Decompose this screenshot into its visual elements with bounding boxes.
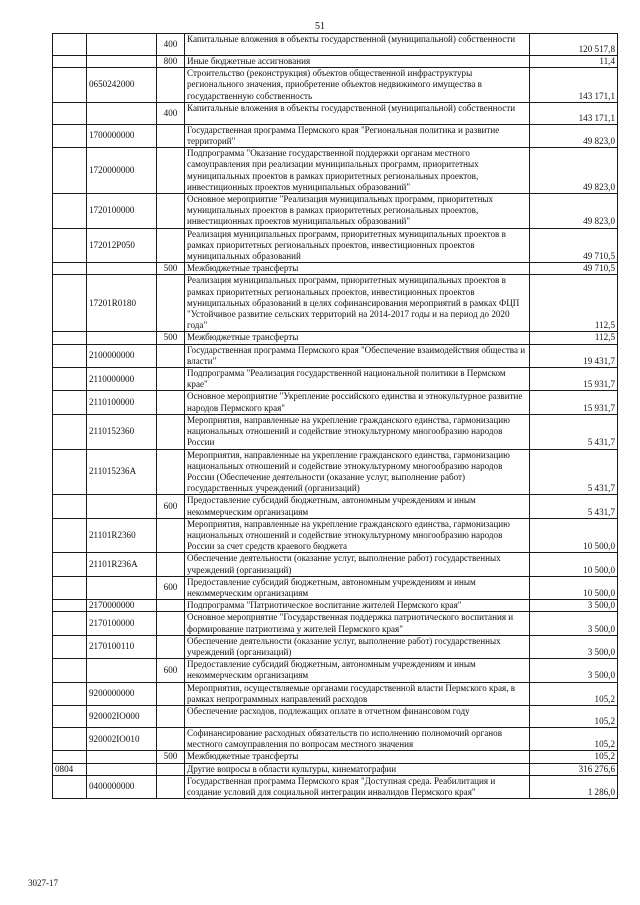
amount-cell: 105,2 bbox=[530, 705, 618, 727]
item-name-cell: Обеспечение деятельности (оказание услуг, выполнение работ) государственных учреждений (организаций) bbox=[185, 635, 530, 658]
amount-cell: 5 431,7 bbox=[530, 414, 618, 449]
item-name-cell: Мероприятия, направленные на укрепление гражданского единства, гармонизацию национальных отношений и содействие этнокультурному многообразию народов России за счет средств краевого бюджета bbox=[185, 518, 530, 553]
item-name-cell: Государственная программа Пермского края "Обеспечение взаимодействия общества и власти" bbox=[185, 344, 530, 367]
table-row bbox=[53, 495, 618, 518]
expense-type-cell: 800 bbox=[157, 56, 185, 68]
item-name-cell: Мероприятия, направленные на укрепление гражданского единства, гармонизацию национальных отношений и содействие этнокультурному многообразию народов России bbox=[185, 414, 530, 449]
section-cell bbox=[53, 263, 87, 275]
amount-cell: 19 431,7 bbox=[530, 344, 618, 367]
table-row bbox=[53, 751, 618, 763]
section-cell bbox=[53, 124, 87, 147]
expense-type-cell bbox=[157, 194, 185, 229]
section-cell bbox=[53, 275, 87, 332]
item-name-cell: Государственная программа Пермского края "Доступная среда. Реабилитация и создание условий для социальной интеграции инвалидов Пермского края" bbox=[185, 775, 530, 798]
amount-cell: 143 171,1 bbox=[530, 102, 618, 124]
target-code-cell: 1700000000 bbox=[87, 124, 157, 147]
expense-type-cell bbox=[157, 68, 185, 103]
expense-type-cell bbox=[157, 600, 185, 612]
expense-type-cell bbox=[157, 553, 185, 576]
item-name-cell: Предоставление субсидий бюджетным, автономным учреждениям и иным некоммерческим организациям bbox=[185, 659, 530, 682]
item-name-cell: Капитальные вложения в объекты государственной (муниципальной) собственности bbox=[185, 34, 530, 56]
item-name-cell: Мероприятия, направленные на укрепление гражданского единства, гармонизацию национальных отношений и содействие этнокультурному многообразию народов России (Обеспечение деятельности (оказание услуг, выполнение работ) государственных учреждений (организаций) bbox=[185, 449, 530, 495]
target-code-cell: 1720100000 bbox=[87, 194, 157, 229]
section-cell bbox=[53, 775, 87, 798]
table-row bbox=[53, 194, 618, 229]
section-cell bbox=[53, 705, 87, 727]
expense-type-cell: 400 bbox=[157, 34, 185, 56]
item-name-cell: Обеспечение деятельности (оказание услуг, выполнение работ) государственных учреждений (организаций) bbox=[185, 553, 530, 576]
section-cell bbox=[53, 102, 87, 124]
table-row bbox=[53, 449, 618, 495]
table-row bbox=[53, 682, 618, 705]
table-row bbox=[53, 576, 618, 599]
footer-code: 3027-17 bbox=[28, 878, 58, 888]
item-name-cell: Строительство (реконструкция) объектов общественной инфраструктуры регионального значения, приобретение объектов недвижимого имущества в государственную собственность bbox=[185, 68, 530, 103]
section-cell bbox=[53, 518, 87, 553]
page-number: 51 bbox=[315, 21, 325, 32]
item-name-cell: Межбюджетные трансферты bbox=[185, 751, 530, 763]
section-cell bbox=[53, 391, 87, 414]
section-cell bbox=[53, 228, 87, 263]
amount-cell: 3 500,0 bbox=[530, 612, 618, 635]
target-code-cell: 9200000000 bbox=[87, 682, 157, 705]
expense-type-cell bbox=[157, 414, 185, 449]
amount-cell: 15 931,7 bbox=[530, 368, 618, 391]
section-cell bbox=[53, 751, 87, 763]
expense-type-cell bbox=[157, 449, 185, 495]
table-row bbox=[53, 391, 618, 414]
target-code-cell: 2110152360 bbox=[87, 414, 157, 449]
item-name-cell: Подпрограмма "Оказание государственной поддержки органам местного самоуправления при реализации муниципальных программ, приоритетных муниципальных проектов в рамках приоритетных региональных проектов, инвестиционных проектов муниципальных образований" bbox=[185, 148, 530, 194]
item-name-cell: Предоставление субсидий бюджетным, автономным учреждениям и иным некоммерческим организациям bbox=[185, 576, 530, 599]
amount-cell: 49 710,5 bbox=[530, 228, 618, 263]
expense-type-cell bbox=[157, 148, 185, 194]
target-code-cell bbox=[87, 263, 157, 275]
expense-type-cell bbox=[157, 763, 185, 775]
target-code-cell bbox=[87, 56, 157, 68]
expense-type-cell bbox=[157, 518, 185, 553]
section-cell bbox=[53, 553, 87, 576]
amount-cell: 143 171,1 bbox=[530, 68, 618, 103]
amount-cell: 112,5 bbox=[530, 275, 618, 332]
table-body bbox=[53, 34, 618, 799]
expense-type-cell: 600 bbox=[157, 659, 185, 682]
expense-type-cell: 500 bbox=[157, 751, 185, 763]
item-name-cell: Межбюджетные трансферты bbox=[185, 263, 530, 275]
item-name-cell: Обеспечение расходов, подлежащих оплате в отчетном финансовом году bbox=[185, 705, 530, 727]
section-cell bbox=[53, 449, 87, 495]
expense-type-cell bbox=[157, 344, 185, 367]
section-cell bbox=[53, 148, 87, 194]
target-code-cell: 21101R2360 bbox=[87, 518, 157, 553]
amount-cell: 5 431,7 bbox=[530, 495, 618, 518]
item-name-cell: Межбюджетные трансферты bbox=[185, 332, 530, 344]
target-code-cell bbox=[87, 495, 157, 518]
target-code-cell: 920002IO010 bbox=[87, 727, 157, 750]
amount-cell: 105,2 bbox=[530, 727, 618, 750]
target-code-cell: 0650242000 bbox=[87, 68, 157, 103]
target-code-cell: 211015236А bbox=[87, 449, 157, 495]
target-code-cell bbox=[87, 751, 157, 763]
expense-type-cell: 400 bbox=[157, 102, 185, 124]
item-name-cell: Основное мероприятие "Государственная поддержка патриотического воспитания и формирование патриотизма у жителей Пермского края" bbox=[185, 612, 530, 635]
section-cell bbox=[53, 727, 87, 750]
expense-type-cell bbox=[157, 682, 185, 705]
amount-cell: 3 500,0 bbox=[530, 600, 618, 612]
table-row bbox=[53, 148, 618, 194]
table-row bbox=[53, 124, 618, 147]
item-name-cell: Софинансирование расходных обязательств по исполнению полномочий органов местного самоуправления по вопросам местного значения bbox=[185, 727, 530, 750]
amount-cell: 49 823,0 bbox=[530, 194, 618, 229]
table-row bbox=[53, 344, 618, 367]
target-code-cell: 0400000000 bbox=[87, 775, 157, 798]
amount-cell: 120 517,8 bbox=[530, 34, 618, 56]
item-name-cell: Капитальные вложения в объекты государственной (муниципальной) собственности bbox=[185, 102, 530, 124]
table-row bbox=[53, 34, 618, 56]
section-cell bbox=[53, 414, 87, 449]
section-cell bbox=[53, 344, 87, 367]
amount-cell: 5 431,7 bbox=[530, 449, 618, 495]
section-cell bbox=[53, 635, 87, 658]
item-name-cell: Подпрограмма "Реализация государственной национальной политики в Пермском крае" bbox=[185, 368, 530, 391]
expense-type-cell bbox=[157, 705, 185, 727]
table-row bbox=[53, 368, 618, 391]
item-name-cell: Реализация муниципальных программ, приоритетных муниципальных проектов в рамках приоритетных региональных проектов, инвестиционных проектов муниципальных образований bbox=[185, 228, 530, 263]
table-row bbox=[53, 600, 618, 612]
amount-cell: 3 500,0 bbox=[530, 635, 618, 658]
target-code-cell bbox=[87, 576, 157, 599]
section-cell bbox=[53, 576, 87, 599]
item-name-cell: Мероприятия, осуществляемые органами государственной власти Пермского края, в рамках непрограммных направлений расходов bbox=[185, 682, 530, 705]
table-row bbox=[53, 102, 618, 124]
item-name-cell: Основное мероприятие "Реализация муниципальных программ, приоритетных муниципальных проектов в рамках приоритетных региональных проектов, инвестиционных проектов муниципальных образований" bbox=[185, 194, 530, 229]
target-code-cell: 2170100110 bbox=[87, 635, 157, 658]
target-code-cell: 2110000000 bbox=[87, 368, 157, 391]
table-row bbox=[53, 727, 618, 750]
target-code-cell bbox=[87, 34, 157, 56]
table-row bbox=[53, 263, 618, 275]
target-code-cell bbox=[87, 332, 157, 344]
amount-cell: 10 500,0 bbox=[530, 518, 618, 553]
item-name-cell: Другие вопросы в области культуры, кинематографии bbox=[185, 763, 530, 775]
table-row bbox=[53, 332, 618, 344]
item-name-cell: Предоставление субсидий бюджетным, автономным учреждениям и иным некоммерческим организациям bbox=[185, 495, 530, 518]
expense-type-cell: 500 bbox=[157, 263, 185, 275]
target-code-cell: 2170100000 bbox=[87, 612, 157, 635]
expense-type-cell bbox=[157, 368, 185, 391]
table-row bbox=[53, 228, 618, 263]
expense-type-cell bbox=[157, 275, 185, 332]
amount-cell: 15 931,7 bbox=[530, 391, 618, 414]
item-name-cell: Основное мероприятие "Укрепление российского единства и этнокультурное развитие народов Пермского края" bbox=[185, 391, 530, 414]
table-row bbox=[53, 518, 618, 553]
amount-cell: 10 500,0 bbox=[530, 576, 618, 599]
amount-cell: 49 823,0 bbox=[530, 124, 618, 147]
expense-type-cell bbox=[157, 391, 185, 414]
target-code-cell: 2170000000 bbox=[87, 600, 157, 612]
section-cell bbox=[53, 368, 87, 391]
table-row bbox=[53, 763, 618, 775]
table-row bbox=[53, 659, 618, 682]
section-cell bbox=[53, 332, 87, 344]
table-row bbox=[53, 705, 618, 727]
table-row bbox=[53, 414, 618, 449]
table-row bbox=[53, 275, 618, 332]
amount-cell: 3 500,0 bbox=[530, 659, 618, 682]
table-row bbox=[53, 56, 618, 68]
expense-type-cell bbox=[157, 727, 185, 750]
expense-type-cell bbox=[157, 635, 185, 658]
section-cell bbox=[53, 600, 87, 612]
section-cell bbox=[53, 56, 87, 68]
section-cell bbox=[53, 495, 87, 518]
expense-type-cell: 600 bbox=[157, 495, 185, 518]
target-code-cell: 21101R236А bbox=[87, 553, 157, 576]
amount-cell: 11,4 bbox=[530, 56, 618, 68]
section-cell bbox=[53, 612, 87, 635]
expense-type-cell bbox=[157, 124, 185, 147]
expense-type-cell: 500 bbox=[157, 332, 185, 344]
amount-cell: 105,2 bbox=[530, 682, 618, 705]
expense-type-cell: 600 bbox=[157, 576, 185, 599]
table-row bbox=[53, 635, 618, 658]
expense-type-cell bbox=[157, 612, 185, 635]
item-name-cell: Иные бюджетные ассигнования bbox=[185, 56, 530, 68]
table-row bbox=[53, 553, 618, 576]
item-name-cell: Государственная программа Пермского края "Региональная политика и развитие территорий" bbox=[185, 124, 530, 147]
amount-cell: 10 500,0 bbox=[530, 553, 618, 576]
expense-type-cell bbox=[157, 228, 185, 263]
target-code-cell: 172012P050 bbox=[87, 228, 157, 263]
amount-cell: 105,2 bbox=[530, 751, 618, 763]
section-cell bbox=[53, 34, 87, 56]
table-row bbox=[53, 612, 618, 635]
section-cell bbox=[53, 194, 87, 229]
budget-table bbox=[52, 33, 618, 799]
item-name-cell: Подпрограмма "Патриотическое воспитание жителей Пермского края" bbox=[185, 600, 530, 612]
table-row bbox=[53, 775, 618, 798]
amount-cell: 49 823,0 bbox=[530, 148, 618, 194]
expense-type-cell bbox=[157, 775, 185, 798]
target-code-cell bbox=[87, 763, 157, 775]
section-cell bbox=[53, 68, 87, 103]
amount-cell: 1 286,0 bbox=[530, 775, 618, 798]
target-code-cell: 1720000000 bbox=[87, 148, 157, 194]
table-row bbox=[53, 68, 618, 103]
section-cell: 0804 bbox=[53, 763, 87, 775]
target-code-cell bbox=[87, 659, 157, 682]
target-code-cell: 2100000000 bbox=[87, 344, 157, 367]
amount-cell: 316 276,6 bbox=[530, 763, 618, 775]
amount-cell: 112,5 bbox=[530, 332, 618, 344]
section-cell bbox=[53, 659, 87, 682]
target-code-cell: 2110100000 bbox=[87, 391, 157, 414]
section-cell bbox=[53, 682, 87, 705]
target-code-cell bbox=[87, 102, 157, 124]
item-name-cell: Реализация муниципальных программ, приоритетных муниципальных проектов в рамках приоритетных региональных проектов, инвестиционных проектов муниципальных образований в целях софинансирования мероприятий в рамках ФЦП "Устойчивое развитие сельских территорий на 2014-2017 годы и на период до 2020 года" bbox=[185, 275, 530, 332]
target-code-cell: 17201R0180 bbox=[87, 275, 157, 332]
target-code-cell: 920002IO000 bbox=[87, 705, 157, 727]
amount-cell: 49 710,5 bbox=[530, 263, 618, 275]
